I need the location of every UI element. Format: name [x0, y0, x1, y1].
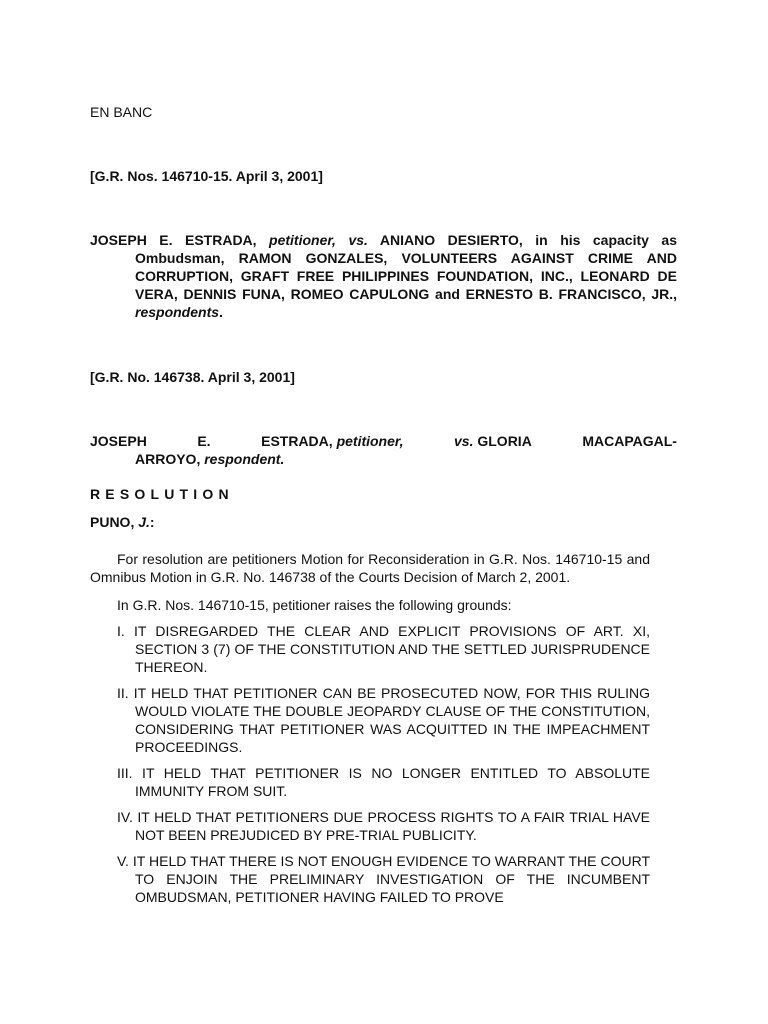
- case2-petitioner-middle: E.: [197, 433, 211, 449]
- ground-item: IV. IT HELD THAT PETITIONERS DUE PROCESS RIGHTS TO A FAIR TRIAL HAVE NOT BEEN PREJUDICED BY PRE-TRIAL PUBLICITY.: [117, 809, 650, 843]
- ponente-colon: :: [149, 514, 155, 530]
- ponente: [90, 513, 155, 531]
- ponente-title: J.: [138, 514, 150, 530]
- case2-respondent-first: GLORIA: [477, 433, 532, 449]
- case2-vs: vs.: [454, 433, 474, 449]
- case2-parties: [90, 432, 677, 468]
- resolution-title: RESOLUTION: [90, 486, 234, 502]
- case1-end: .: [219, 304, 223, 320]
- case2-petitioner-last: ESTRADA,: [261, 433, 333, 449]
- case1-vs: vs.: [348, 232, 368, 248]
- body-paragraph: In G.R. Nos. 146710-15, petitioner raises the following grounds:: [117, 597, 512, 613]
- case2-petitioner-role: petitioner,: [336, 433, 404, 449]
- court-division: EN BANC: [90, 104, 153, 120]
- case1-gr-number: [G.R. Nos. 146710-15. April 3, 2001]: [90, 168, 323, 184]
- case2-respondent-last-part2: ARROYO,: [135, 451, 201, 467]
- case1-petitioner-role: petitioner,: [269, 232, 336, 248]
- case2-parties-line2: [135, 450, 677, 468]
- grounds-list: [117, 622, 650, 914]
- ground-item: I. IT DISREGARDED THE CLEAR AND EXPLICIT PROVISIONS OF ART. XI, SECTION 3 (7) OF THE CONSTITUTION AND THE SETTLED JURISPRUDENCE THEREON.: [117, 623, 650, 675]
- ponente-name: PUNO,: [90, 514, 135, 530]
- case1-respondents-role: respondents: [135, 304, 220, 320]
- case1-petitioner-name: JOSEPH E. ESTRADA,: [90, 232, 257, 248]
- case2-respondent-last-part1: MACAPAGAL-: [582, 433, 677, 449]
- case2-respondent-role: respondent.: [204, 451, 285, 467]
- case2-petitioner-first: JOSEPH: [90, 433, 147, 449]
- case1-respondents-names: ANIANO DESIERTO, in his capacity as Ombudsman, RAMON GONZALES, VOLUNTEERS AGAINST CRIME AND CORRUPTION, GRAFT FREE PHILIPPINES FOUNDATION, INC., LEONARD DE VERA, DENNIS FUNA, ROMEO CAPULONG and ERNESTO B. FRANCISCO, JR.,: [135, 232, 677, 302]
- ground-item: II. IT HELD THAT PETITIONER CAN BE PROSECUTED NOW, FOR THIS RULING WOULD VIOLATE THE DOUBLE JEOPARDY CLAUSE OF THE CONSTITUTION, CONSIDERING THAT PETITIONER WAS ACQUITTED IN THE IMPEACHMENT PROCEEDINGS.: [117, 685, 650, 755]
- case2-gr-number: [G.R. No. 146738. April 3, 2001]: [90, 369, 295, 385]
- case2-parties-line1: [90, 432, 677, 450]
- case2-vs-respondent-first: [454, 432, 532, 450]
- ground-item: III. IT HELD THAT PETITIONER IS NO LONGER ENTITLED TO ABSOLUTE IMMUNITY FROM SUIT.: [117, 765, 650, 799]
- ground-item: V. IT HELD THAT THERE IS NOT ENOUGH EVIDENCE TO WARRANT THE COURT TO ENJOIN THE PRELIMINARY INVESTIGATION OF THE INCUMBENT OMBUDSMAN, PETITIONER HAVING FAILED TO PROVE: [117, 853, 650, 905]
- case2-petitioner-last-role: [261, 432, 403, 450]
- body-paragraph: For resolution are petitioners Motion for Reconsideration in G.R. Nos. 146710-15 and Omnibus Motion in G.R. No. 146738 of the Courts Decision of March 2, 2001.: [90, 551, 650, 585]
- case1-parties: [90, 231, 677, 321]
